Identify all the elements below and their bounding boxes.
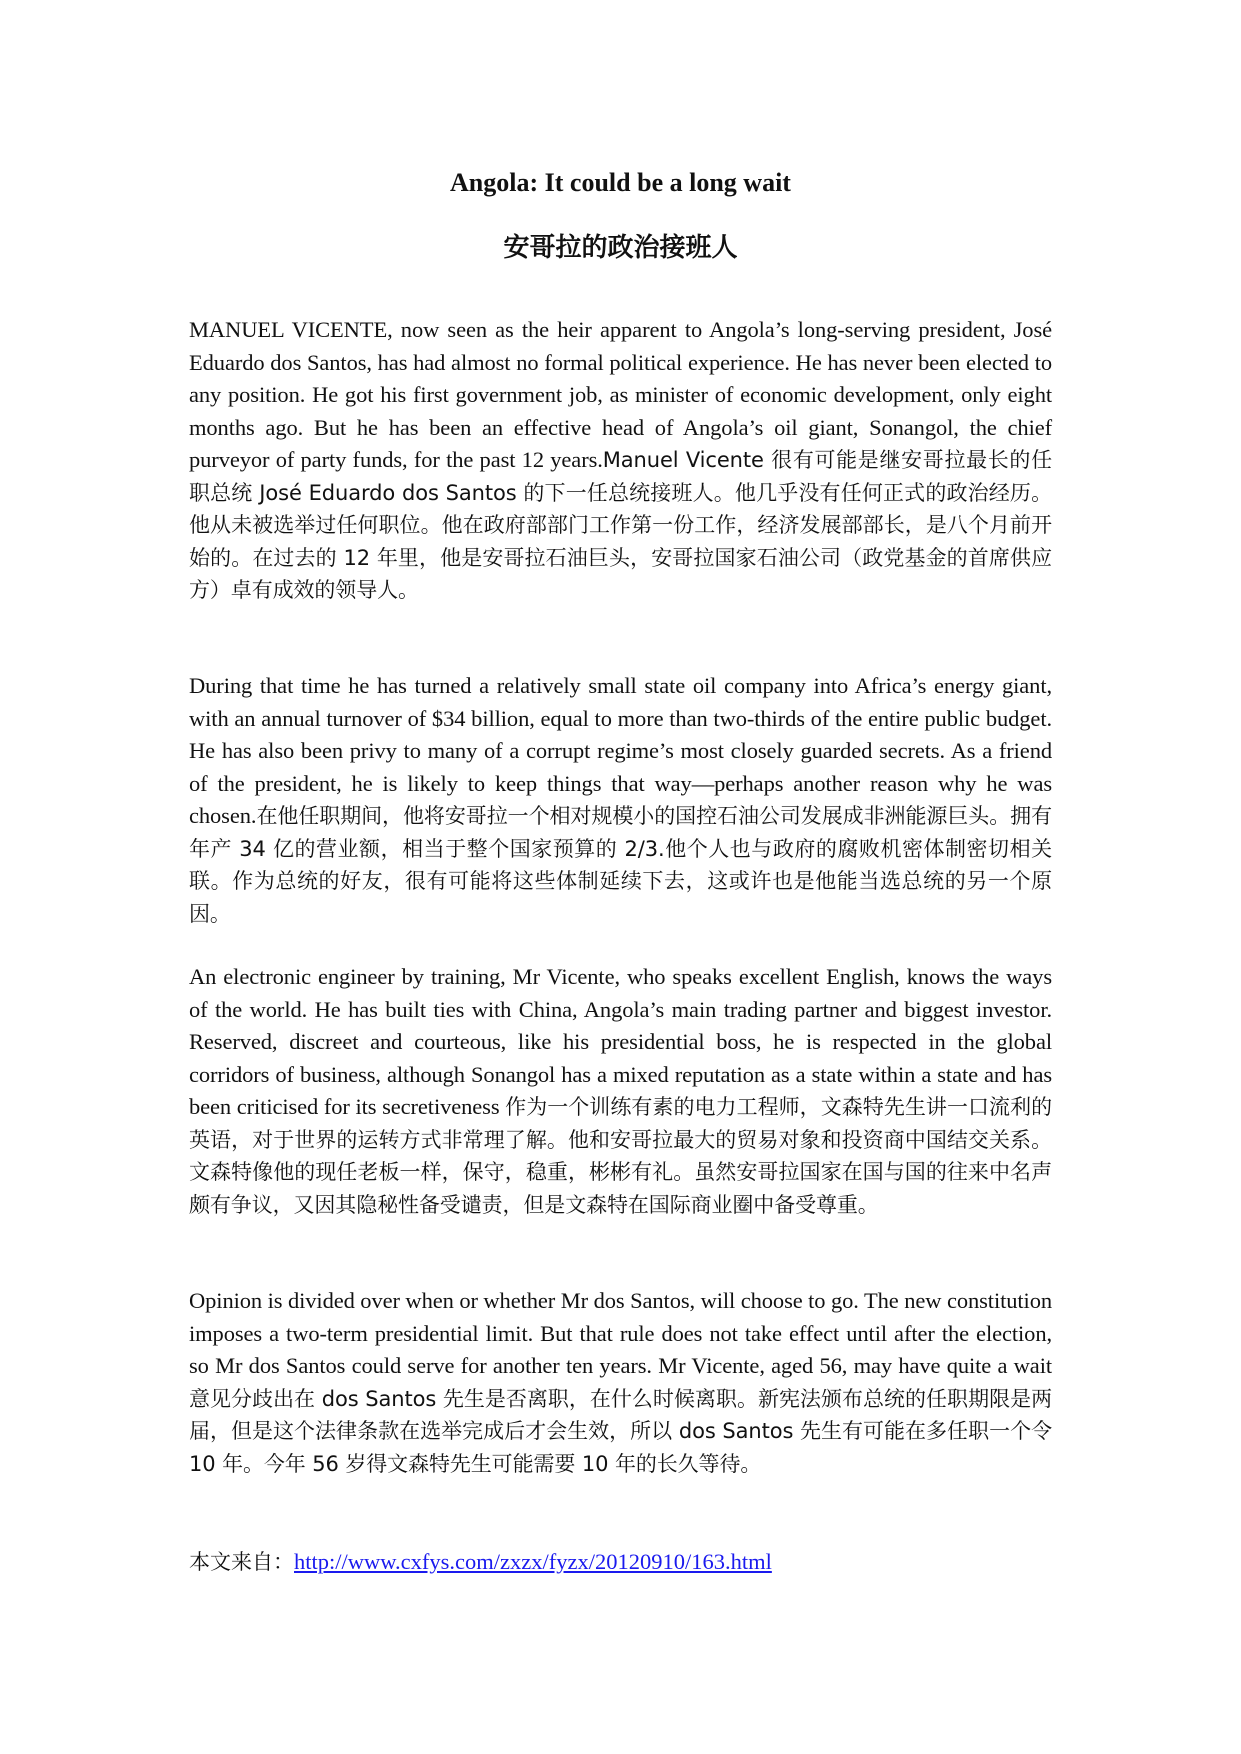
paragraph-2-chinese: 在他任职期间，他将安哥拉一个相对规模小的国控石油公司发展成非洲能源巨头。拥有年产 34 亿的营业额，相当于整个国家预算的 2/3.他个人也与政府的腐败机密体制密切相关联。作为总统的好友，很有可能将这些体制延续下去，这或许也是他能当选总统的另一个原因。 [189, 804, 1052, 926]
paragraph-4 [189, 1285, 1052, 1480]
paragraph-1-chinese: Manuel Vicente 很有可能是继安哥拉最长的任职总统 José Eduardo dos Santos 的下一任总统接班人。他几乎没有任何正式的政治经历。他从未被选举过任何职位。他在政府部部门工作第一份工作，经济发展部部长，是八个月前开始的。在过去的 12 年里，他是安哥拉石油巨头，安哥拉国家石油公司（政党基金的首席供应方）卓有成效的领导人。 [189, 448, 1052, 602]
paragraph-3-english: An electronic engineer by training, Mr Vicente, who speaks excellent English, knows the ways of the world. He has built ties with China, Angola’s main trading partner and biggest investor. Reserved, discreet and courteous, like his presidential boss, he is respected in the global corridors of business, although Sonangol has a mixed reputation as a state within a state and has been criticised for its secretiveness [189, 964, 1052, 1119]
source-link[interactable]: http://www.cxfys.com/zxzx/fyzx/20120910/163.html [294, 1549, 772, 1574]
paragraph-1-english: MANUEL VICENTE, now seen as the heir apparent to Angola’s long-serving president, José Eduardo dos Santos, has had almost no formal political experience. He has never been elected to any position. He got his first government job, as minister of economic development, only eight months ago. But he has been an effective head of Angola’s oil giant, Sonangol, the chief purveyor of party funds, for the past 12 years. [189, 317, 1052, 472]
source-label: 本文来自： [189, 1550, 294, 1574]
paragraph-1 [189, 314, 1052, 607]
paragraph-3 [189, 961, 1052, 1221]
title-english: Angola: It could be a long wait [450, 168, 791, 197]
paragraph-4-english: Opinion is divided over when or whether Mr dos Santos, will choose to go. The new constitution imposes a two-term presidential limit. But that rule does not take effect until after the election, so Mr dos Santos could serve for another ten years. Mr Vicente, aged 56, may have quite a wait [189, 1288, 1052, 1378]
paragraph-2-english: During that time he has turned a relatively small state oil company into Africa’s energy giant, with an annual turnover of $34 billion, equal to more than two-thirds of the entire public budget. He has also been privy to many of a corrupt regime’s most closely guarded secrets. As a friend of the president, he is likely to keep things that way—perhaps another reason why he was chosen. [189, 673, 1052, 828]
paragraph-2 [189, 670, 1052, 930]
paragraph-4-chinese: 意见分歧出在 dos Santos 先生是否离职，在什么时候离职。新宪法颁布总统的任职期限是两届，但是这个法律条款在选举完成后才会生效，所以 dos Santos 先生有可能在多任职一个令 10 年。今年 56 岁得文森特先生可能需要 10 年的长久等待。 [189, 1386, 1052, 1476]
source-line [189, 1546, 1052, 1578]
title-chinese: 安哥拉的政治接班人 [503, 233, 738, 263]
paragraph-3-chinese: 作为一个训练有素的电力工程师，文森特先生讲一口流利的英语，对于世界的运转方式非常理了解。他和安哥拉最大的贸易对象和投资商中国结交关系。文森特像他的现任老板一样，保守，稳重，彬彬有礼。虽然安哥拉国家在国与国的往来中名声颇有争议，又因其隐秘性备受谴责，但是文森特在国际商业圈中备受尊重。 [189, 1095, 1053, 1217]
